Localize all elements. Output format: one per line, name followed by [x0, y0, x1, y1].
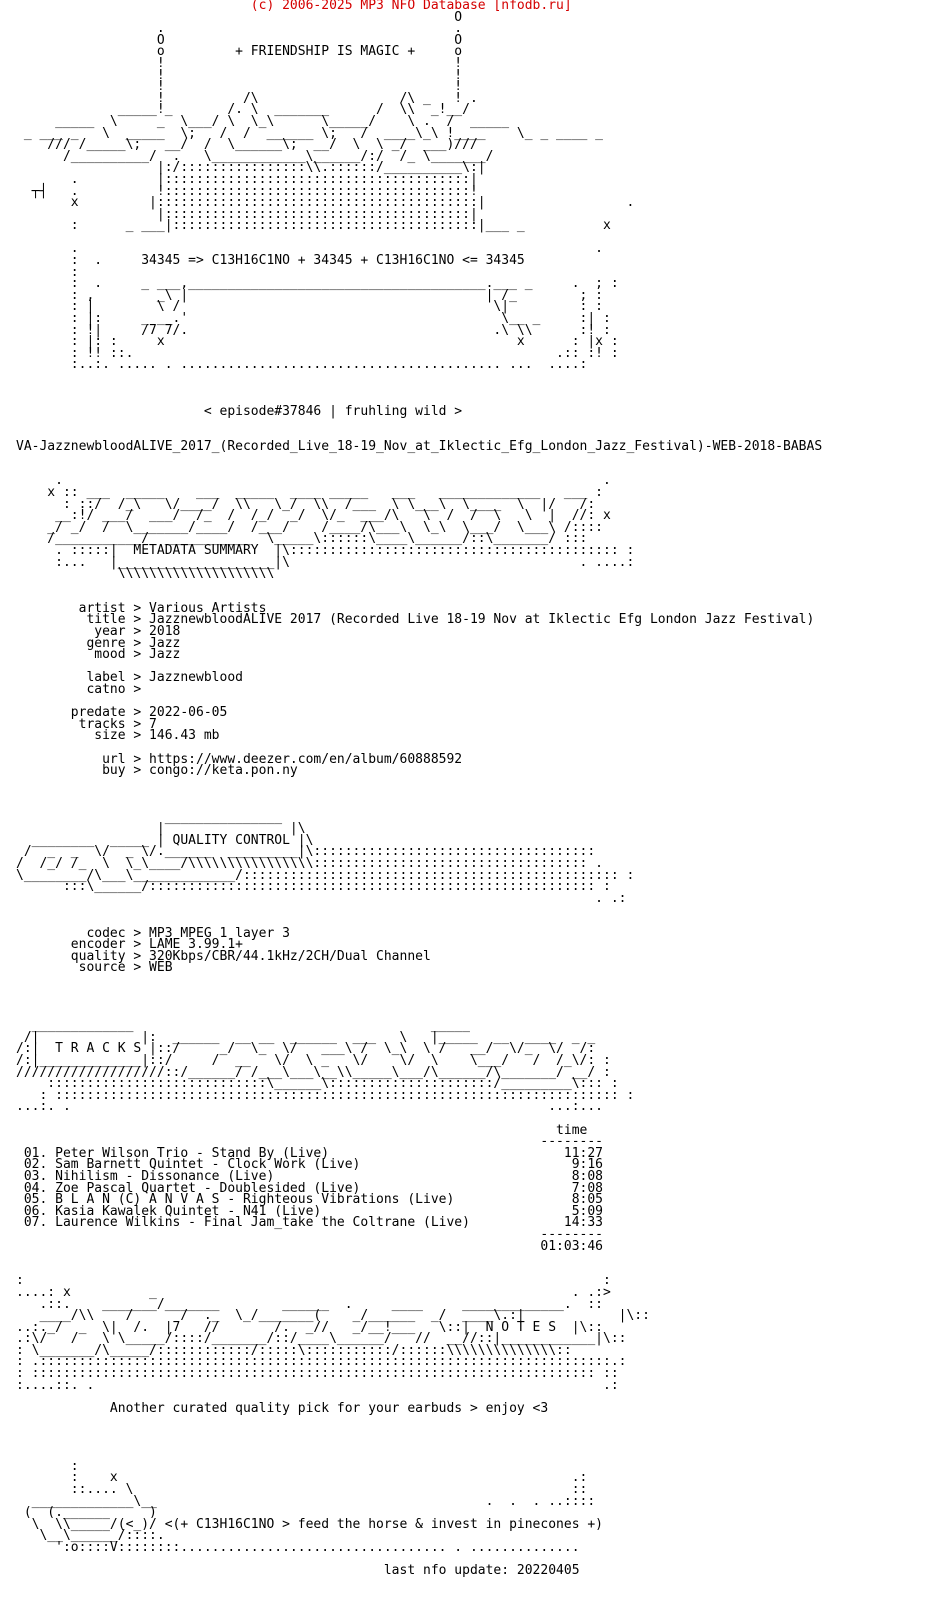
nfo-line [16, 371, 822, 383]
nfo-line [16, 997, 822, 1009]
nfo-line: x :: ___ _____ ___ _____ ____ _____ ___ _____________ ___ : [16, 484, 603, 500]
nfo-line: |:/::::::::::::::::\\.::::::/__________\:| [16, 160, 486, 176]
nfo-line: catno > [16, 682, 142, 698]
nfo-line: O [16, 9, 463, 25]
nfo-line: _____________\__ . . . ..:::: [16, 1493, 596, 1509]
nfo-line: \\\\\\\\\\\\\\\\\\\\ [16, 566, 275, 582]
nfo-line [16, 974, 822, 986]
nfo-line: |:::::::::::::::::::::::::::::::::::::::| [16, 206, 478, 222]
nfo-line: . |:::::::::::::::::::::::::::::::::::::::| [16, 171, 478, 187]
nfo-line: . . [16, 21, 463, 37]
nfo-line: _____!_ /. \ _______ / \\ _!__/ [16, 102, 470, 118]
nfo-line [16, 985, 822, 997]
nfo-line: quality > 320Kbps/CBR/44.1kHz/2CH/Dual Channel [16, 948, 431, 964]
nfo-line: label > Jazznewblood [16, 670, 243, 686]
nfo-line: -------- [16, 1226, 603, 1242]
nfo-line: url > https://www.deezer.com/en/album/60888592 [16, 751, 463, 767]
nfo-line [16, 1438, 822, 1450]
nfo-line [16, 904, 822, 916]
nfo-line [16, 1449, 822, 1461]
nfo-line: last nfo update: 20220405 [16, 1563, 580, 1579]
nfo-line [16, 452, 822, 464]
nfo-line: \__\______/::::. [16, 1528, 165, 1544]
nfo-line: _ ___ _ \ _____ \; / / ______ \; / ____\_\ !____ \_ _ ____ _ [16, 125, 603, 141]
nfo-line: ::.... \ :: [16, 1482, 588, 1497]
nfo-line: mood > Jazz [16, 647, 181, 663]
nfo-line: ( (.______ ) [16, 1505, 157, 1521]
nfo-line: ! ! [16, 79, 463, 95]
nfo-line: : |: _ __.' \__ _ :| : [16, 311, 611, 327]
nfo-line [16, 1426, 822, 1438]
nfo-line: : :::::::::::::::::::::::::::::::::::::::::::::::::::::::::::::::::::::::: :: [16, 1366, 619, 1382]
nfo-line: : , _\ | | /_ ; : [16, 287, 603, 303]
nfo-line: . . [16, 241, 603, 257]
nfo-line: -------- [16, 1134, 603, 1150]
nfo-line: ! ! [16, 67, 463, 83]
nfo-line: / _ _ \/ _ \/.______ _________|\:::::::::::::::::::::::::::::::::::: [16, 844, 596, 860]
nfo-line: : . 34345 => C13H16C1NO + 34345 + C13H16C1NO <= 34345 [16, 253, 525, 269]
nfo-line: ..:._/ _ \| /. |7 // /. _// _/__!___ \::| N O T E S |\:: [16, 1319, 603, 1335]
nfo-line: : [16, 264, 79, 280]
nfo-line: ::::::::::::::::::::::::::::\______\:::::::::::::::::::::/_________\::: : [16, 1076, 619, 1092]
nfo-line: size > 146.43 mb [16, 728, 220, 744]
nfo-line: _______________ [16, 809, 283, 825]
nfo-line: ':o::::V::::::::.................................. . .............. [16, 1539, 580, 1555]
nfo-line: :....::. . .: [16, 1377, 619, 1393]
nfo-line: _____________ _____ [16, 1018, 470, 1034]
nfo-line: 07. Laurence Wilkins - Final Jam_take the Coltrane (Live) 14:33 [16, 1215, 603, 1231]
nfo-line: / /_/ /_ \ \_\____/\\\\\\\\\\\\\\\\::::::::::::::::::::::::::::::::::: . [16, 855, 603, 871]
nfo-line: 04. Zoe Pascal Quartet - Doublesided (Live) 7:08 [16, 1180, 603, 1196]
nfo-line: : . _ ___,______________________________________.___ _ . ; : [16, 276, 619, 292]
nfo-line: x |:::::::::::::::::::::::::::::::::::::::::| . [16, 195, 635, 211]
nfo-line [16, 417, 822, 429]
nfo-line: tracks > 7 [16, 716, 157, 732]
nfo-line: buy > congo://keta.pon.ny [16, 763, 298, 779]
nfo-line: : \_______/\_____/::::::::::::/:::::\:::::::::::/::::::\\\\\\\\\\\\\\:: [16, 1342, 572, 1358]
nfo-line: .::. _______/_______ ______ . ____ _____________. :: [16, 1296, 603, 1312]
nfo-line: /__________/ . \____________\______/:/ /_ \_______/ [16, 148, 494, 164]
nfo-line: ! ! [16, 55, 463, 71]
nfo-line: : .:::::::::::::::::::::::::::::::::::::::::::::::::::::::::::::::::::::::::.: [16, 1354, 627, 1370]
nfo-line: artist > Various Artists [16, 600, 267, 616]
nfo-line: : | \ / \| : : [16, 299, 603, 315]
nfo-line: : ::/ /_\ \/____/ \\ \_/ \\ /___ \ \___\ \____ \ |/ /: [16, 496, 596, 512]
nfo-line: : x .: [16, 1470, 588, 1486]
nfo-line: :..:. ..... . ......................................... ... ....: [16, 357, 588, 373]
nfo-line: : |: : x x : |x : [16, 334, 619, 350]
nfo-line: ....: x _ . .:> [16, 1284, 611, 1300]
nfo-line [16, 777, 822, 789]
nfo-line: 06. Kasia Kawalek Quintet - N41 (Live) 5:09 [16, 1203, 603, 1219]
nfo-line: 05. B L A N (C) A N V A S - Righteous Vibrations (Live) 8:05 [16, 1192, 603, 1208]
nfo-line: /:| T R A C K S |::/ _/ \_ \/ ___\ / \_\ \ / __/ \/_ \/ /: [16, 1041, 596, 1057]
nfo-line: < episode#37846 | fruhling wild > [16, 403, 463, 419]
nfo-line: ///////////////////::/______/ /___\___\__\\_____\___/\______/\_______/ __/ : [16, 1064, 611, 1080]
nfo-line: 03. Nihilism - Dissonance (Live) 8:08 [16, 1168, 603, 1184]
nfo-line: : _ ___|:::::::::::::::::::::::::::::::::::::::|___ _ x [16, 218, 611, 234]
nfo-line: title > JazznewbloodALIVE 2017 (Recorded Live 18-19 Nov at Iklectic Efg London Jazz Festival) [16, 612, 815, 628]
nfo-line: time [16, 1122, 588, 1138]
nfo-line: year > 2018 [16, 624, 181, 640]
nfo-line: : !| /7 7/. .\ \\ :! : [16, 322, 611, 338]
nfo-line [16, 383, 822, 395]
nfo-line: ┬┤ . !:::::::::::::::::::::::::::::::::::::::! [16, 183, 478, 199]
nfo-line: : :::::::::::::::::::::::::::::::::::::::::::::::::::::::::::::::::::::::: : [16, 1087, 635, 1103]
nfo-line: /___________/ ___________ \_____\::::::\____\______/::\_______/ ::: [16, 531, 588, 547]
nfo-line: /| |: ______ __ __ ______ ___ \ |_____ __ ____ _ _ [16, 1029, 596, 1045]
nfo-line [16, 1252, 822, 1264]
nfo-line: :... |____________________|\ . ....: [16, 554, 635, 570]
nfo-line: Another curated quality pick for your earbuds > enjoy <3 [16, 1400, 549, 1416]
nfo-line: VA-JazznewbloodALIVE_2017_(Recorded_Live_18-19_Nov_at_Iklectic_Efg_London_Jazz_Festival)-WEB-2018-BABAS [16, 438, 823, 454]
nfo-line: 02. Sam Barnett Quintet - Clock Work (Live) 9:16 [16, 1157, 603, 1173]
nfo-line: : [16, 1458, 79, 1474]
nfo-line: \ \\_____/(<_)/ <(+ C13H16C1NO > feed the horse & invest in pinecones +) [16, 1516, 603, 1532]
nfo-line: 01:03:46 [16, 1238, 603, 1254]
nfo-line: genre > Jazz [16, 635, 181, 651]
copyright-header: (c) 2006-2025 MP3 NFO Database [nfodb.ru] [16, 0, 572, 13]
nfo-line: 01. Peter Wilson Trio - Stand By (Live) 11:27 [16, 1145, 603, 1161]
nfo-line: . :::::| METADATA SUMMARY |\:::::::::::::::::::::::::::::::::::::::::: : [16, 542, 635, 558]
nfo-line: /// /_____\; __/ / \______\; __/ \ \ _/ ___)/// [16, 137, 478, 153]
nfo-line: __:!/ ___/ ___/ /_ / /_/ _/ \/_ ___/\ \ / / \ \ | //: x [16, 508, 611, 524]
nfo-line: source > WEB [16, 960, 173, 976]
nfo-line: o + FRIENDSHIP IS MAGIC + o [16, 44, 463, 60]
nfo-line: . .: [16, 890, 627, 906]
nfo-line: ____/\\ / / ._ \_/_______( _/______ _/ ____\.:| |\:: [16, 1308, 650, 1324]
nfo-line: _/ _/ / \_______/____/ /___/ /____/\___\ \_\ \___/ \___\ /:::: [16, 519, 603, 535]
nfo-line: . . [16, 473, 611, 489]
nfo-line: \________/\___\_____________/:::::::::::::::::::::::::::::::::::::::::::::::: : [16, 867, 635, 883]
nfo-line: .:\/ / \ \_____/::::/_______/::/____\______/ // __//::|____________|\:: [16, 1331, 627, 1347]
nfo-line: ! /\ /\ _ ! . [16, 90, 478, 106]
nfo-line: | |\ [16, 821, 306, 837]
nfo-line: predate > 2022-06-05 [16, 705, 228, 721]
nfo-line: : : [16, 1273, 611, 1289]
nfo-line: _____ \ _ \___/ \ \_\ \_____/ \ . / _____ [16, 113, 510, 129]
nfo-line [16, 788, 822, 800]
nfo-document [16, 0, 822, 1577]
nfo-line: codec > MP3 MPEG 1 layer 3 [16, 925, 290, 941]
nfo-line [16, 1414, 822, 1426]
nfo-line: O O [16, 32, 463, 48]
nfo-line: /:|_____________|::/ / __ \/ \ _ \/ \/ \ \___/ / /_\/: : [16, 1053, 611, 1069]
nfo-line: ...:. . ...:... [16, 1099, 603, 1115]
nfo-line [16, 580, 822, 592]
nfo-line: : !! ::. .:: :! : [16, 345, 619, 361]
nfo-line: encoder > LAME 3.99.1+ [16, 937, 243, 953]
nfo-body [16, 9, 823, 1579]
nfo-line: :::\______/::::::::::::::::::::::::::::::::::::::::::::::::::::::::: : [16, 879, 611, 895]
nfo-line: ________ _____ | QUALITY CONTROL |\ [16, 832, 314, 848]
